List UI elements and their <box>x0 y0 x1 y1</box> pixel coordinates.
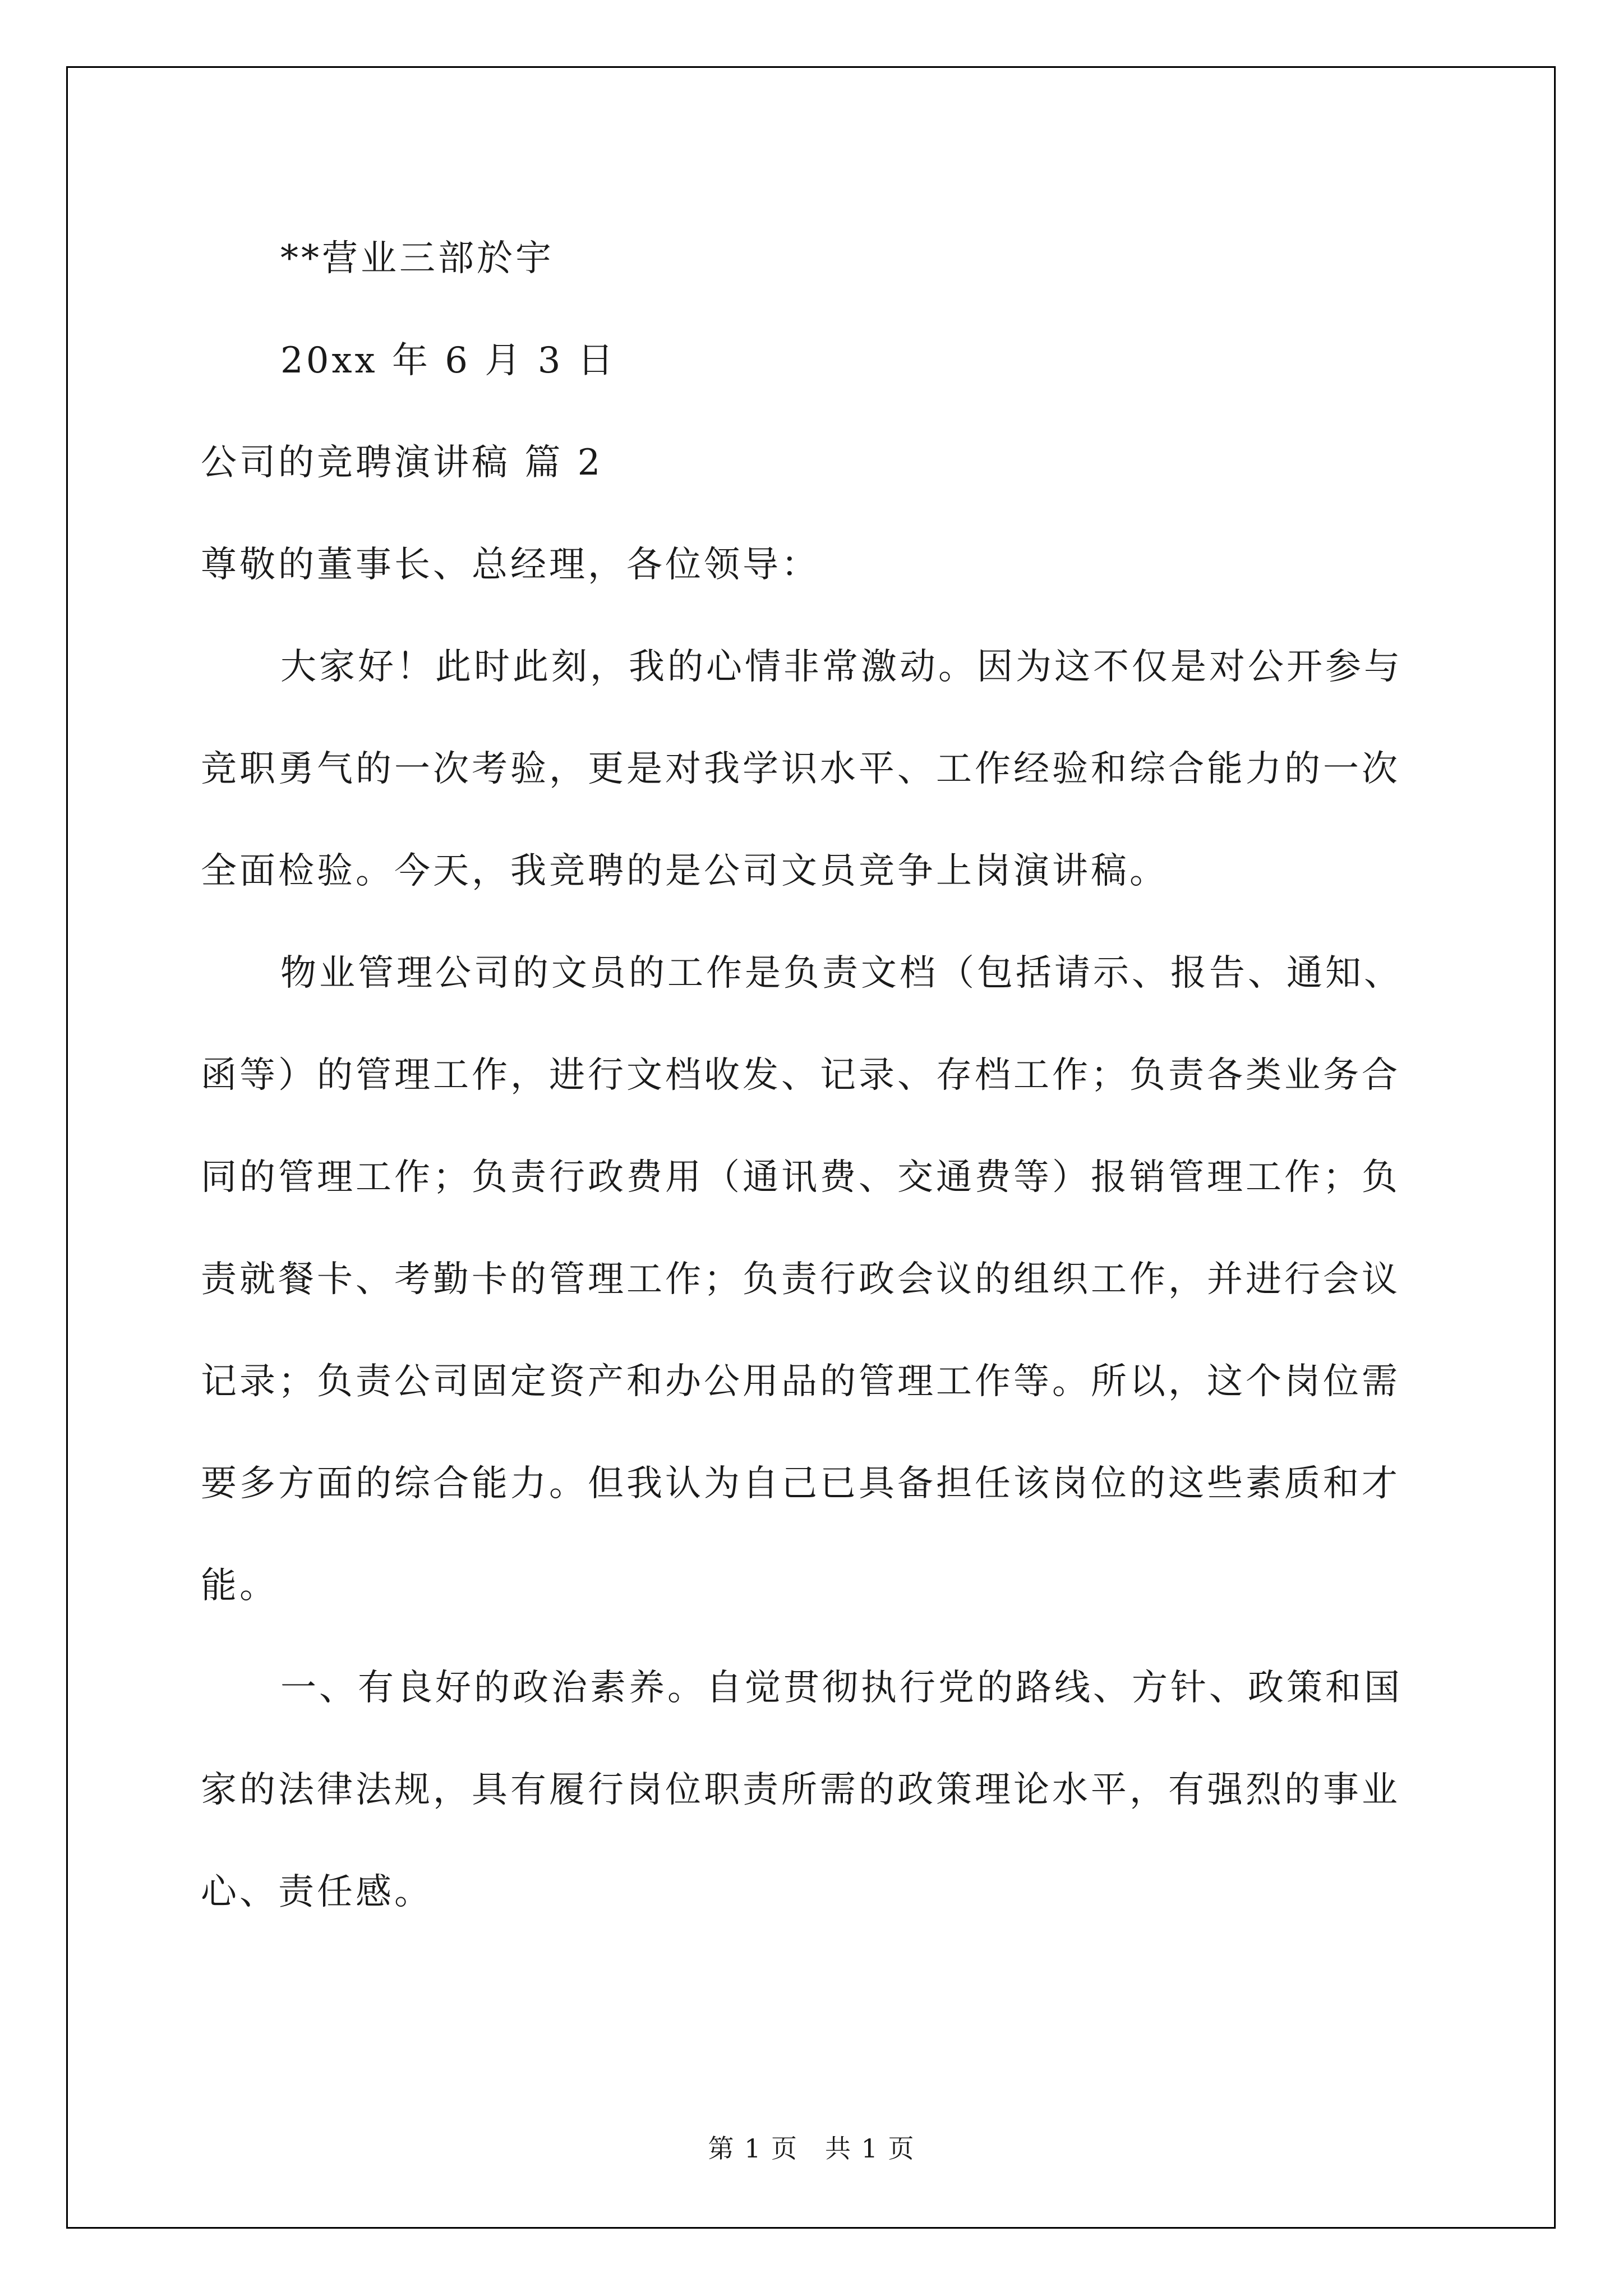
salutation: 尊敬的董事长、总经理，各位领导： <box>201 544 820 586</box>
signature-line: **营业三部於宇 <box>280 238 554 279</box>
paragraph-greeting: 大家好！此时此刻，我的心情非常激动。因为这不仅是对公开参与竞职勇气的一次考验，更是对我学识水平、工作经验和综合能力的一次全面检验。今天，我竞聘的是公司文员竞争上岗演讲稿。 <box>201 646 1403 892</box>
section-title: 公司的竞聘演讲稿 篇 2 <box>201 442 603 484</box>
page-footer: 第 1 页 共 1 页 <box>708 2133 915 2164</box>
date-line: 20xx 年 6 月 3 日 <box>280 340 616 381</box>
paragraph-point-one: 一、有良好的政治素养。自觉贯彻执行党的路线、方针、政策和国家的法律法规，具有履行岗位职责所需的政策理论水平，有强烈的事业心、责任感。 <box>201 1667 1403 1913</box>
document-body <box>201 208 1435 1943</box>
paragraph-job-description: 物业管理公司的文员的工作是负责文档（包括请示、报告、通知、函等）的管理工作，进行文档收发、记录、存档工作；负责各类业务合同的管理工作；负责行政费用（通讯费、交通费等）报销管理工作；负责就餐卡、考勤卡的管理工作；负责行政会议的组织工作，并进行会议记录；负责公司固定资产和办公用品的管理工作等。所以，这个岗位需要多方面的综合能力。但我认为自己已具备担任该岗位的这些素质和才能。 <box>201 953 1403 1607</box>
